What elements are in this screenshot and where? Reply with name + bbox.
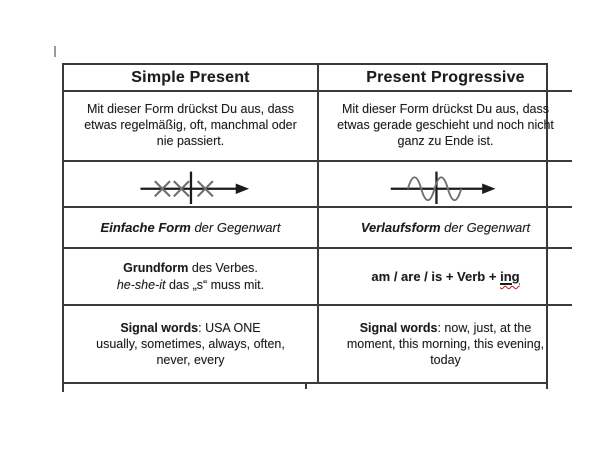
signal-words-label: Signal words	[120, 320, 199, 335]
construction-rest: des Verbes.	[188, 260, 258, 275]
construction-rest: das „s“ muss mit.	[165, 277, 265, 292]
grammar-comparison-table	[62, 63, 554, 384]
text-line: usually, sometimes, always, often,	[96, 336, 285, 351]
table-bottom-stub	[305, 384, 307, 389]
form-name-rest: der Gegenwart	[194, 220, 281, 235]
text-line	[360, 320, 532, 336]
text-line: Mit dieser Form drückst Du aus, dass	[341, 102, 549, 117]
signal-words-rest: : USA ONE	[198, 320, 261, 335]
signal-words-present-progressive	[317, 304, 572, 382]
construction-present-progressive	[317, 247, 572, 304]
text-line: ganz zu Ende ist.	[397, 133, 494, 148]
text-line	[117, 277, 264, 294]
form-name-simple-present	[64, 206, 317, 247]
text-line: never, every	[156, 353, 225, 368]
column-header-present-progressive: Present Progressive	[317, 65, 572, 90]
timeline-cell-present-progressive	[317, 160, 572, 206]
x-marks-timeline-icon	[70, 164, 311, 204]
signal-words-label: Signal words	[359, 320, 438, 335]
text-line: etwas gerade geschieht und noch nicht	[337, 118, 554, 133]
signal-words-simple-present	[64, 304, 317, 382]
text-line	[371, 269, 519, 284]
table-bottom-stub	[546, 384, 548, 389]
usage-description-simple-present	[64, 90, 317, 160]
text-line: etwas regelmäßig, oft, manchmal oder	[84, 118, 297, 133]
ing-underlined	[500, 269, 520, 284]
text-line	[120, 320, 260, 336]
text-line	[361, 220, 530, 235]
text-line: Mit dieser Form drückst Du aus, dass	[86, 102, 294, 117]
construction-simple-present	[64, 247, 317, 304]
signal-words-rest: : now, just, at the	[437, 320, 532, 335]
form-name-bold: Einfache Form	[100, 220, 191, 235]
timeline-cell-simple-present	[64, 160, 317, 206]
column-header-simple-present: Simple Present	[131, 68, 250, 86]
text-line: moment, this morning, this evening,	[346, 336, 545, 351]
text-line: today	[430, 353, 461, 368]
scan-artifact	[54, 46, 56, 57]
text-line	[123, 260, 258, 277]
construction-formula: am / are / is + Verb +	[371, 269, 497, 284]
ing-red-squiggle: ing	[500, 269, 520, 284]
construction-bold: Grundform	[123, 260, 189, 275]
text-line	[101, 220, 281, 235]
form-name-bold: Verlaufsform	[360, 220, 441, 235]
text-line: nie passiert.	[156, 133, 225, 148]
usage-description-present-progressive	[317, 90, 572, 160]
table-bottom-stub	[62, 384, 64, 392]
form-name-rest: der Gegenwart	[444, 220, 531, 235]
form-name-present-progressive	[317, 206, 572, 247]
construction-italic: he-she-it	[116, 277, 166, 292]
wave-timeline-icon	[325, 164, 566, 204]
